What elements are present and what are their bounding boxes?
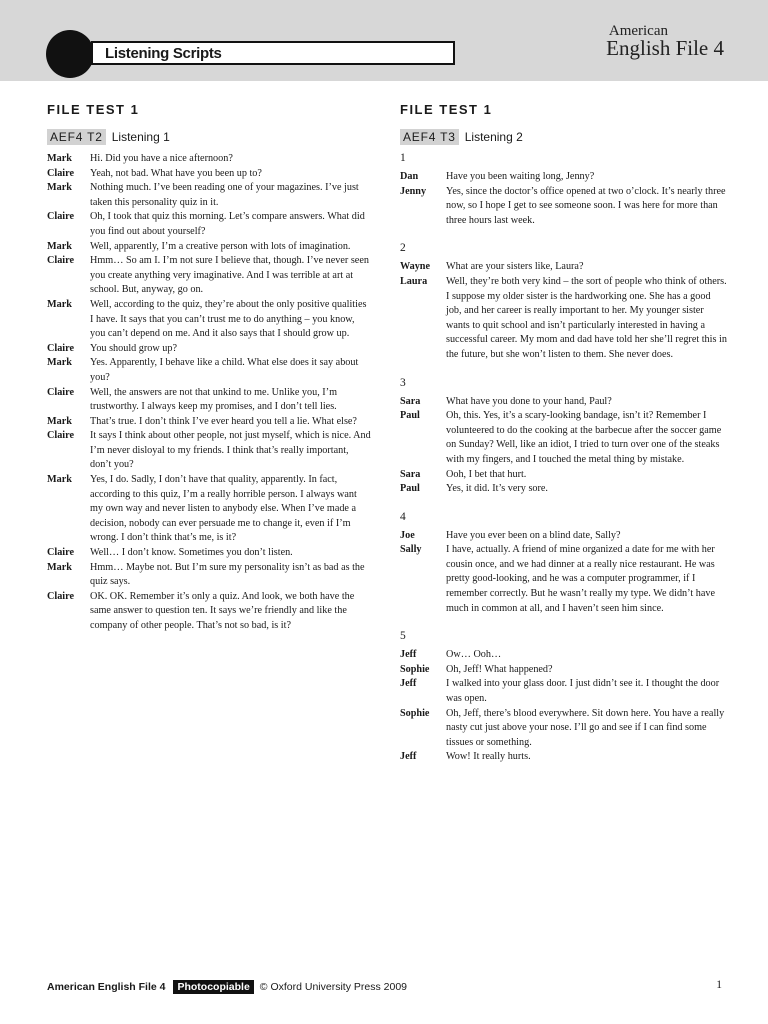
speaker-name: Mark (47, 415, 72, 427)
speaker-name: Wayne (400, 261, 430, 273)
left-dialog (47, 152, 371, 634)
dialog-text: Well, the answers are not that unkind to me. Unlike you, I’m trustworthy. I always keep my promises, and I don’t tell lies. (90, 386, 338, 413)
dialog-3 (400, 377, 728, 497)
dialog-line (47, 415, 371, 430)
dialog-text: Nothing much. I’ve been reading one of your magazines. I’ve just taken this personality quiz in it. (90, 182, 359, 208)
speaker-name: Sophie (400, 707, 430, 719)
dialog-number: 3 (400, 376, 406, 389)
dialog-5 (400, 630, 728, 765)
dialog-line (400, 409, 728, 467)
speaker-name: Sally (400, 544, 422, 556)
dialog-line (47, 342, 371, 357)
dialog-text: I have, actually. A friend of mine organized a date for me with her cousin once, and we had dinner at a really nice restaurant. He was pretty good-looking, and he was a computer programmer, if I remember correctly. But he wasn’t really my type. We didn’t have much in common at all, and I haven’t seen him since. (446, 544, 715, 614)
dialog-number: 4 (400, 510, 406, 523)
page-title: Listening Scripts (105, 45, 222, 62)
dialog-text: Well, according to the quiz, they’re about the only positive qualities I have. It says that you can’t trust me to do anything – you know, you can’t depend on me. And it also says that I should grow up. (90, 298, 367, 340)
dialog-line (47, 240, 371, 255)
speaker-name: Mark (47, 561, 72, 573)
brand-main: English File 4 (606, 36, 724, 60)
right-dialogs (400, 152, 728, 765)
dialog-4 (400, 511, 728, 617)
dialog-text: Oh, this. Yes, it’s a scary-looking bandage, isn’t it? Remember I volunteered to do the cooking at the barbecue after the soccer game on Sunday? Well, like an idiot, I tried to turn over one of the steaks with my fingers, and I touched the metal thing by mistake. (446, 410, 722, 465)
speaker-name: Mark (47, 153, 72, 164)
speaker-name: Claire (47, 386, 74, 398)
dialog-number: 2 (400, 242, 406, 255)
dialog-line (400, 648, 728, 663)
dialog-line (400, 275, 728, 363)
footer-book-title: American English File 4 (47, 981, 166, 993)
speaker-name: Jeff (400, 751, 417, 763)
dialog-text: Oh, Jeff! What happened? (446, 663, 553, 675)
dialog-line (47, 181, 371, 210)
dialog-text: OK. OK. Remember it’s only a quiz. And look, we both have the same answer to question ten. It says we’re friendly and like the company of other people. That’s not so bad, is it? (90, 590, 355, 631)
dialog-text: You should grow up? (90, 342, 177, 354)
left-test-title: FILE TEST 1 (47, 102, 140, 117)
dialog-line (400, 543, 728, 616)
dialog-line (400, 529, 728, 544)
dialog-line (47, 356, 371, 385)
dialog-line (47, 561, 371, 590)
dialog-line (47, 546, 371, 561)
header-title-box (91, 41, 455, 65)
footer (47, 979, 407, 995)
dialog-line (47, 429, 371, 473)
right-column (400, 102, 728, 779)
speaker-name: Sara (400, 395, 421, 407)
dialog-line (47, 152, 371, 167)
right-section-label: Listening 2 (464, 130, 523, 144)
dialog-text: Ooh, I bet that hurt. (446, 468, 527, 480)
dialog-2 (400, 242, 728, 362)
dialog-text: What are your sisters like, Laura? (446, 261, 584, 273)
speaker-name: Paul (400, 410, 420, 422)
dialog-text: I walked into your glass door. I just didn’t see it. I thought the door was open. (446, 678, 720, 705)
dialog-text: Yes. Apparently, I behave like a child. What else does it say about you? (90, 357, 359, 383)
speaker-name: Joe (400, 529, 415, 541)
right-test-title: FILE TEST 1 (400, 102, 493, 117)
dialog-line (400, 395, 728, 410)
speaker-name: Claire (47, 211, 74, 223)
speaker-name: Jeff (400, 678, 417, 690)
dialog-number: 5 (400, 630, 406, 643)
speaker-name: Claire (47, 590, 74, 602)
speaker-name: Mark (47, 474, 72, 486)
dialog-line (47, 473, 371, 546)
dialog-line (400, 260, 728, 275)
dialog-text: Yeah, not bad. What have you been up to? (90, 167, 262, 179)
dialog-line (400, 677, 728, 706)
dialog-text: Hmm… Maybe not. But I’m sure my personality isn’t as bad as the quiz says. (90, 561, 365, 588)
dialog-text: Yes, it did. It’s very sore. (446, 483, 548, 495)
dialog-text: Have you ever been on a blind date, Sally? (446, 529, 621, 541)
dialog-text: It says I think about other people, not just myself, which is nice. And I’m never disloyal to my friends. I think that’s really important, don’t you? (90, 430, 371, 471)
speaker-name: Mark (47, 298, 72, 310)
dialog-line (400, 482, 728, 497)
brand-top: American (608, 23, 668, 39)
dialog-text: Yes, since the doctor’s office opened at two o’clock. It’s nearly three now, so I hope I get to see someone soon. I was here for more than three hours last week. (446, 185, 726, 226)
dialog-line (47, 254, 371, 298)
dialog-text: Oh, Jeff, there’s blood everywhere. Sit down here. You have a really nasty cut just above your nose. I’ll go and see if I can find some tissues or something. (446, 707, 725, 748)
right-section-heading (400, 130, 728, 144)
dialog-text: Well… I don’t know. Sometimes you don’t listen. (90, 547, 293, 559)
speaker-name: Dan (400, 171, 419, 182)
speaker-name: Claire (47, 255, 74, 267)
dialog-line (400, 663, 728, 678)
speaker-name: Jeff (400, 649, 417, 661)
speaker-name: Claire (47, 167, 74, 179)
speaker-name: Mark (47, 182, 72, 194)
left-section-heading (47, 130, 371, 144)
dialog-text: Wow! It really hurts. (446, 751, 531, 763)
left-column (47, 102, 371, 634)
dialog-text: Yes, I do. Sadly, I don’t have that quality, apparently. In fact, according to this quiz, I’m a really horrible person. I always want my own way and never listen to anybody else. When I’ve made a decision, nobody can ever persuade me to change it, even if I’m wrong. I don’t think that’s me, is it? (90, 474, 357, 544)
left-section-label: Listening 1 (111, 130, 170, 144)
speaker-name: Sophie (400, 663, 430, 675)
dialog-line (400, 170, 728, 185)
dialog-text: What have you done to your hand, Paul? (446, 395, 612, 407)
dialog-line (400, 707, 728, 751)
footer-copyright: © Oxford University Press 2009 (259, 981, 408, 993)
dialog-text: Well, they’re both very kind – the sort of people who think of others. I suppose my older sister is the hardworking one. She has a good job, and her career is really important to her. My younger sister wants to quit school and isn’t particularly interested in having a successful career. My mom and dad have told her she’ll regret this in the future, but she won’t listen to them. She never does. (446, 275, 727, 360)
photocopiable-badge: Photocopiable (173, 980, 253, 994)
header-circle-icon (46, 30, 94, 78)
dialog-number: 1 (400, 152, 406, 164)
dialog-1 (400, 152, 728, 228)
speaker-name: Paul (400, 483, 420, 495)
speaker-name: Mark (47, 240, 72, 252)
dialog-text: Hmm… So am I. I’m not sure I believe that, though. I’ve never seen you create anything very imaginative. And I was terrible at art at school. But, anyway, go on. (90, 255, 369, 296)
speaker-name: Sara (400, 468, 421, 480)
speaker-name: Jenny (400, 185, 427, 197)
speaker-name: Mark (47, 357, 72, 369)
dialog-text: Oh, I took that quiz this morning. Let’s compare answers. What did you find out about yourself? (90, 211, 365, 237)
speaker-name: Claire (47, 342, 74, 354)
dialog-line (47, 386, 371, 415)
dialog-text: Hi. Did you have a nice afternoon? (90, 153, 233, 164)
dialog-text: Well, apparently, I’m a creative person with lots of imagination. (90, 240, 351, 252)
speaker-name: Claire (47, 430, 74, 442)
speaker-name: Claire (47, 547, 74, 559)
page-number: 1 (716, 979, 722, 991)
dialog-line (47, 167, 371, 182)
dialog-line (47, 210, 371, 239)
dialog-text: That’s true. I don’t think I’ve ever heard you tell a lie. What else? (90, 415, 357, 427)
speaker-name: Laura (400, 275, 428, 287)
right-track-code: AEF4 T3 (400, 129, 459, 145)
dialog-text: Have you been waiting long, Jenny? (446, 171, 595, 182)
dialog-line (400, 185, 728, 229)
dialog-line (47, 590, 371, 634)
left-track-code: AEF4 T2 (47, 129, 106, 145)
dialog-line (47, 298, 371, 342)
dialog-text: Ow… Ooh… (446, 649, 502, 661)
dialog-line (400, 750, 728, 765)
dialog-line (400, 468, 728, 483)
